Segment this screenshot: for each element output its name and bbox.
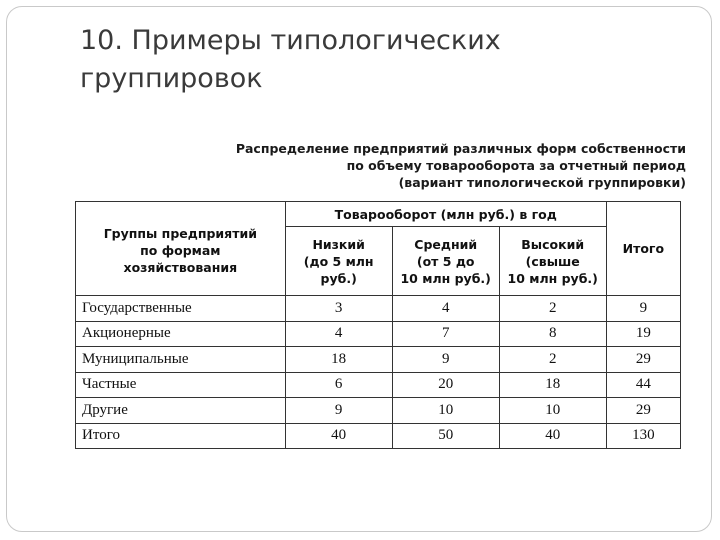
cell-low: 18 bbox=[285, 347, 392, 373]
table-row bbox=[76, 372, 681, 398]
table-caption bbox=[176, 140, 686, 191]
slide-title-line-2: группировок bbox=[80, 63, 263, 94]
column-header-high-line-3: 10 млн руб.) bbox=[507, 270, 598, 286]
grouping-table bbox=[75, 201, 681, 449]
column-header-mid-line-3: 10 млн руб.) bbox=[400, 270, 491, 286]
caption-line-2: по объему товарооборота за отчетный период bbox=[346, 158, 686, 173]
column-header-high-line-1: Высокий bbox=[521, 236, 585, 252]
column-header-low-line-1: Низкий bbox=[312, 236, 365, 252]
column-header-low-line-3: руб.) bbox=[320, 270, 357, 286]
column-header-low-line-2: (до 5 млн bbox=[303, 253, 374, 269]
slide-title bbox=[80, 22, 680, 98]
row-name: Другие bbox=[76, 398, 286, 424]
row-name: Государственные bbox=[76, 296, 286, 322]
column-header-high-line-2: (свыше bbox=[525, 253, 580, 269]
cell-low: 9 bbox=[285, 398, 392, 424]
group-header-cell: Товарооборот (млн руб.) в год bbox=[285, 202, 606, 227]
caption-line-3: (вариант типологической группировки) bbox=[398, 175, 686, 190]
table-body bbox=[76, 296, 681, 449]
table-row bbox=[76, 398, 681, 424]
cell-high: 2 bbox=[499, 296, 606, 322]
row-header-line-3: хозяйствования bbox=[123, 260, 238, 275]
column-header-low bbox=[285, 227, 392, 296]
row-name: Акционерные bbox=[76, 321, 286, 347]
cell-high: 18 bbox=[499, 372, 606, 398]
cell-total: 29 bbox=[606, 398, 680, 424]
column-header-mid-line-1: Средний bbox=[414, 236, 478, 252]
row-header-cell bbox=[76, 202, 286, 296]
cell-mid: 10 bbox=[392, 398, 499, 424]
column-header-mid bbox=[392, 227, 499, 296]
column-header-mid-line-2: (от 5 до bbox=[416, 253, 475, 269]
column-header-high bbox=[499, 227, 606, 296]
table-header bbox=[76, 202, 681, 296]
cell-total: 44 bbox=[606, 372, 680, 398]
cell-mid: 4 bbox=[392, 296, 499, 322]
caption-line-1: Распределение предприятий различных форм собственности bbox=[235, 141, 686, 156]
row-header-line-2: по формам bbox=[140, 243, 221, 258]
row-name: Частные bbox=[76, 372, 286, 398]
table-row bbox=[76, 296, 681, 322]
total-header-cell: Итого bbox=[606, 202, 680, 296]
cell-high: 10 bbox=[499, 398, 606, 424]
cell-total: 29 bbox=[606, 347, 680, 373]
cell-low: 6 bbox=[285, 372, 392, 398]
cell-high: 40 bbox=[499, 423, 606, 449]
cell-mid: 20 bbox=[392, 372, 499, 398]
slide-title-line-1: 10. Примеры типологических bbox=[80, 25, 501, 56]
cell-total: 19 bbox=[606, 321, 680, 347]
cell-low: 3 bbox=[285, 296, 392, 322]
cell-mid: 50 bbox=[392, 423, 499, 449]
cell-high: 2 bbox=[499, 347, 606, 373]
row-name: Итого bbox=[76, 423, 286, 449]
table-row bbox=[76, 347, 681, 373]
cell-mid: 7 bbox=[392, 321, 499, 347]
cell-low: 40 bbox=[285, 423, 392, 449]
cell-mid: 9 bbox=[392, 347, 499, 373]
row-name: Муниципальные bbox=[76, 347, 286, 373]
row-header-line-1: Группы предприятий bbox=[103, 226, 257, 241]
cell-total: 9 bbox=[606, 296, 680, 322]
cell-low: 4 bbox=[285, 321, 392, 347]
table-row-total bbox=[76, 423, 681, 449]
cell-high: 8 bbox=[499, 321, 606, 347]
cell-total: 130 bbox=[606, 423, 680, 449]
table-row bbox=[76, 321, 681, 347]
